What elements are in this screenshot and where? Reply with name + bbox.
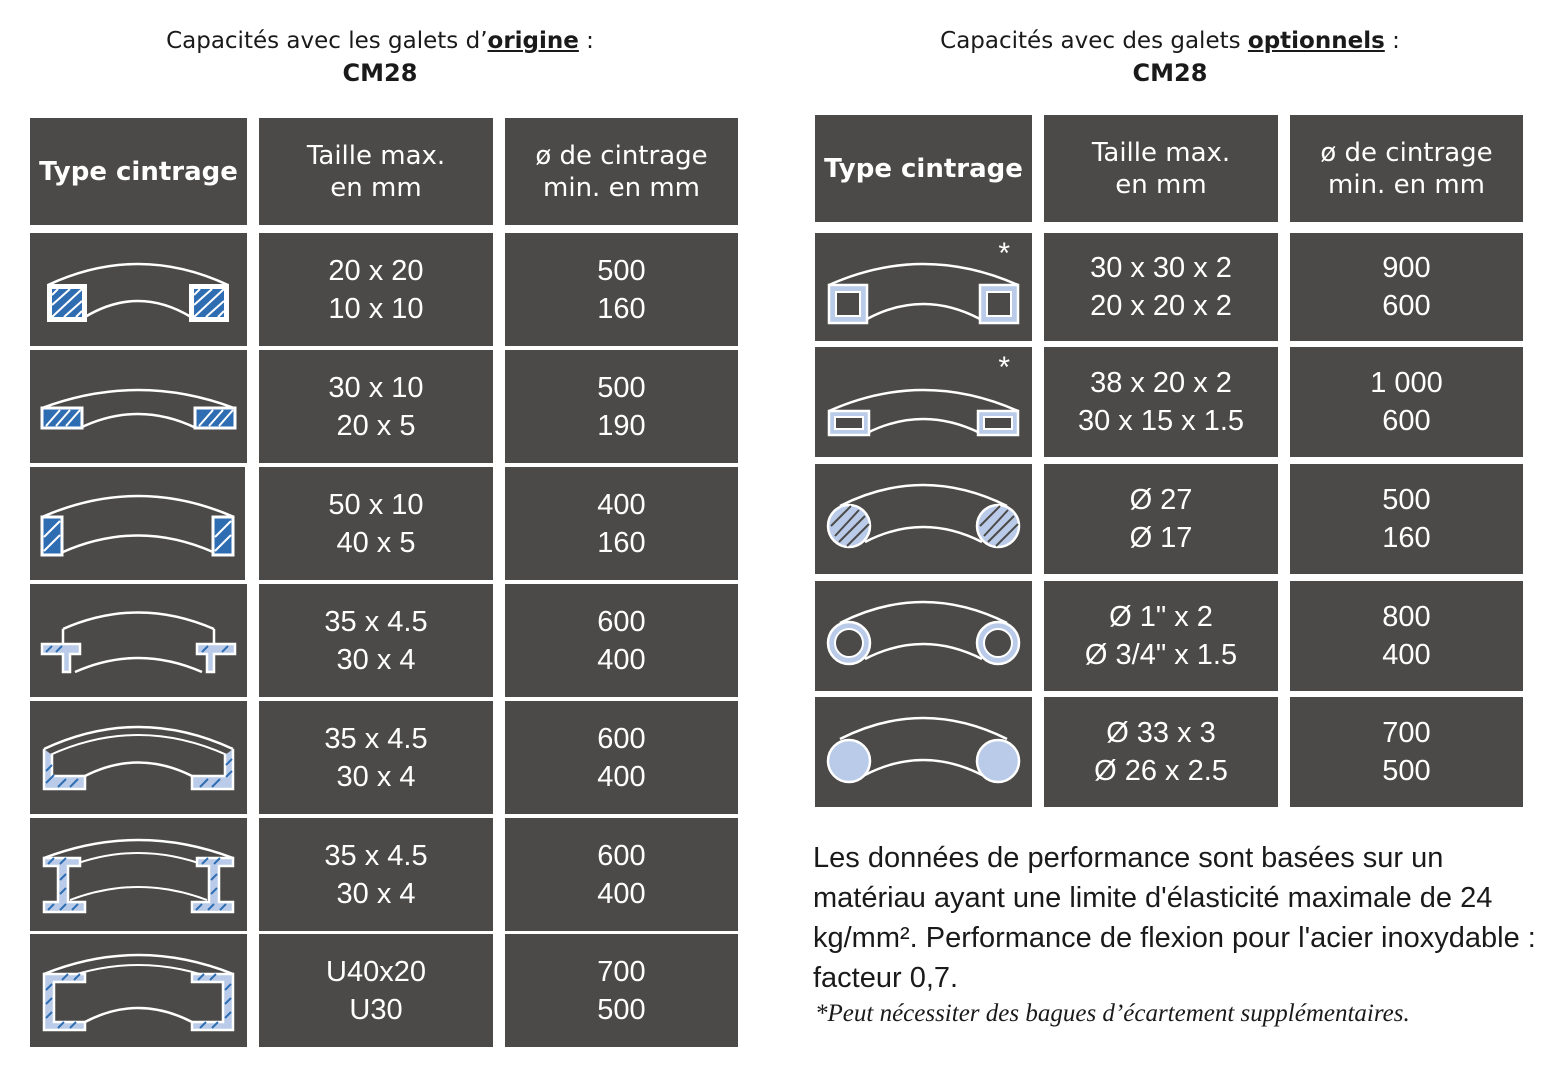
- spacer-footnote: *Peut nécessiter des bagues d’écartement supplémentaires.: [815, 1000, 1410, 1027]
- round-bar-icon: [815, 464, 1032, 574]
- left-row-4-size: 35 x 4.5 30 x 4: [259, 584, 493, 697]
- left-row-1-diameter: 500 160: [505, 233, 738, 346]
- left-row-4-diameter: 600 400: [505, 584, 738, 697]
- flat-bar-hard-way-icon: [30, 467, 245, 580]
- right-header-size: Taille max. en mm: [1044, 115, 1278, 222]
- left-row-2-diameter: 500 190: [505, 350, 738, 463]
- right-row-2-diameter: 1 000 600: [1290, 347, 1523, 457]
- left-row-2-size: 30 x 10 20 x 5: [259, 350, 493, 463]
- right-row-4-diameter: 800 400: [1290, 581, 1523, 691]
- right-row-2-star: *: [998, 351, 1010, 384]
- left-header-size: Taille max. en mm: [259, 118, 493, 225]
- square-bar-icon: [30, 233, 247, 346]
- left-row-3-size: 50 x 10 40 x 5: [259, 467, 493, 580]
- left-row-6-size: 35 x 4.5 30 x 4: [259, 818, 493, 931]
- left-heading: Capacités avec les galets d’origine : CM28: [60, 25, 700, 89]
- round-tube-thin-icon: [815, 697, 1032, 807]
- right-header-type: Type cintrage: [815, 115, 1032, 222]
- left-header-type: Type cintrage: [30, 118, 247, 225]
- right-row-1-size: 30 x 30 x 2 20 x 20 x 2: [1044, 233, 1278, 341]
- left-row-5-size: 35 x 4.5 30 x 4: [259, 701, 493, 814]
- left-row-6-diameter: 600 400: [505, 818, 738, 931]
- right-row-5-diameter: 700 500: [1290, 697, 1523, 807]
- right-row-3-size: Ø 27 Ø 17: [1044, 464, 1278, 574]
- square-tube-icon: [815, 233, 1032, 341]
- right-row-3-diameter: 500 160: [1290, 464, 1523, 574]
- left-row-1-size: 20 x 20 10 x 10: [259, 233, 493, 346]
- right-row-2-size: 38 x 20 x 2 30 x 15 x 1.5: [1044, 347, 1278, 457]
- right-row-4-size: Ø 1" x 2 Ø 3/4" x 1.5: [1044, 581, 1278, 691]
- rectangular-tube-icon: [815, 347, 1032, 457]
- right-row-1-star: *: [998, 237, 1010, 270]
- right-model: CM28: [1132, 59, 1208, 87]
- left-row-3-diameter: 400 160: [505, 467, 738, 580]
- left-row-7-diameter: 700 500: [505, 934, 738, 1047]
- left-model: CM28: [342, 59, 418, 87]
- right-heading: Capacités avec des galets optionnels : CM28: [840, 25, 1500, 89]
- left-header-diameter: ø de cintrage min. en mm: [505, 118, 738, 225]
- u-channel-icon: [30, 934, 247, 1047]
- right-row-1-diameter: 900 600: [1290, 233, 1523, 341]
- right-header-diameter: ø de cintrage min. en mm: [1290, 115, 1523, 222]
- angle-leg-in-icon: [30, 818, 247, 931]
- flat-bar-easy-way-icon: [30, 350, 247, 463]
- performance-note: Les données de performance sont basées sur un matériau ayant une limite d'élasticité maximale de 24 kg/mm². Performance de flexion pour l'acier inoxydable : facteur 0,7.: [813, 842, 1536, 994]
- t-bar-icon: [30, 584, 247, 697]
- left-row-5-diameter: 600 400: [505, 701, 738, 814]
- angle-leg-out-icon: [30, 701, 247, 814]
- round-tube-icon: [815, 581, 1032, 691]
- right-row-5-size: Ø 33 x 3 Ø 26 x 2.5: [1044, 697, 1278, 807]
- left-row-7-size: U40x20 U30: [259, 934, 493, 1047]
